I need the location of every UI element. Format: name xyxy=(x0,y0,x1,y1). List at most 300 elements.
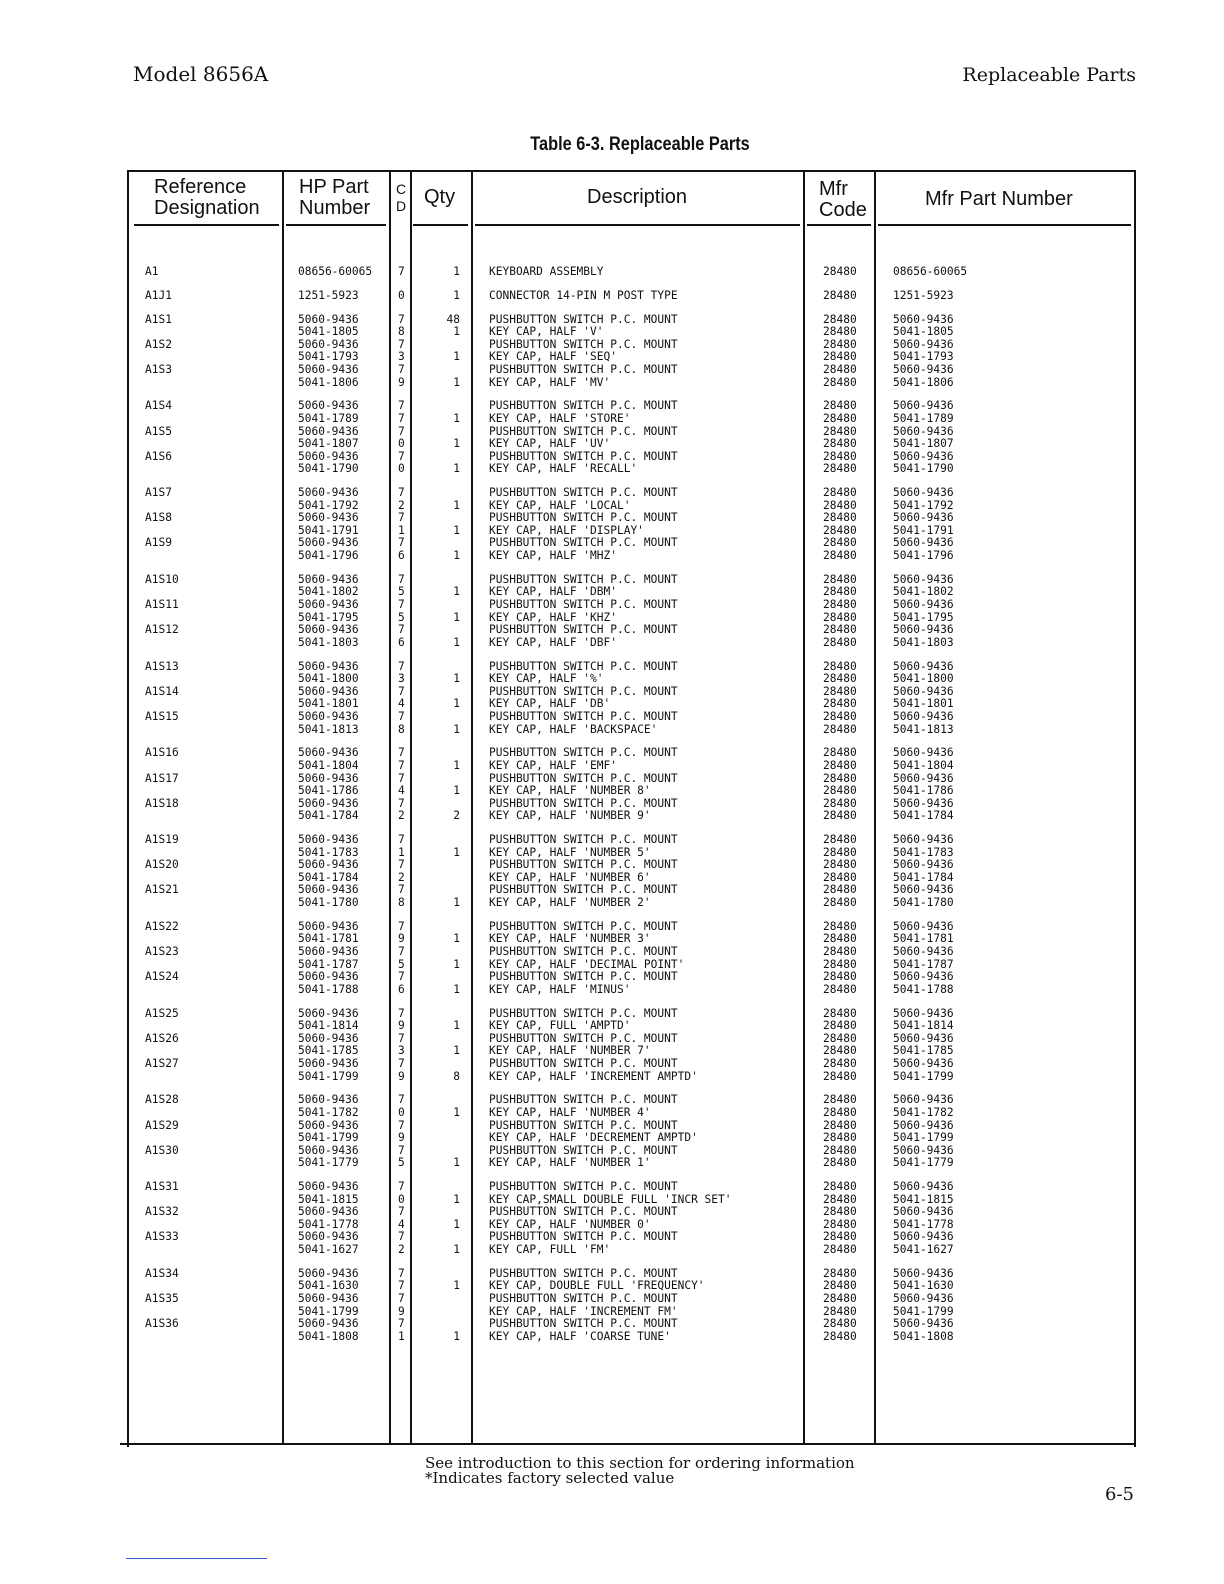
qty: 1 xyxy=(453,982,460,996)
hp-part-number: 5060-9436 xyxy=(298,1266,359,1280)
qty: 1 xyxy=(453,585,460,599)
table-row xyxy=(0,1057,1224,1070)
ref-designation: A1S29 xyxy=(145,1118,179,1132)
mfr-code: 28480 xyxy=(823,896,857,910)
qty: 1 xyxy=(453,523,460,537)
mfr-code: 28480 xyxy=(823,610,857,624)
cd-digit: 7 xyxy=(398,536,405,550)
hp-part-number: 5060-9436 xyxy=(298,1143,359,1157)
mfr-code: 28480 xyxy=(823,945,857,958)
hp-part-number: 5060-9436 xyxy=(298,623,359,637)
hp-part-number: 5060-9436 xyxy=(298,1180,359,1194)
cd-digit: 7 xyxy=(398,598,405,611)
description: PUSHBUTTON SWITCH P.C. MOUNT xyxy=(489,833,678,847)
mfr-code: 28480 xyxy=(823,449,857,463)
table-row xyxy=(0,1106,1224,1119)
ref-designation: A1S5 xyxy=(145,424,172,438)
mfr-part-number: 5041-1795 xyxy=(893,610,954,624)
qty: 1 xyxy=(453,1329,460,1343)
header-rule xyxy=(475,224,800,226)
cd-digit: 7 xyxy=(398,919,405,933)
ref-designation: A1S33 xyxy=(145,1230,179,1244)
hp-part-number: 5041-1793 xyxy=(298,350,359,364)
col-header-mfr-code: Mfr Code xyxy=(819,178,867,221)
table-row xyxy=(0,697,1224,710)
mfr-code: 28480 xyxy=(823,536,857,550)
description: PUSHBUTTON SWITCH P.C. MOUNT xyxy=(489,1143,678,1157)
mfr-code: 28480 xyxy=(823,1180,857,1194)
qty: 1 xyxy=(453,957,460,971)
description: KEY CAP, HALF 'MINUS' xyxy=(489,982,631,996)
table-row xyxy=(0,958,1224,971)
table-row xyxy=(0,350,1224,363)
hp-part-number: 5041-1799 xyxy=(298,1304,359,1318)
hp-part-number: 5060-9436 xyxy=(298,1006,359,1020)
hp-part-number: 5060-9436 xyxy=(298,449,359,463)
description: KEY CAP, HALF 'NUMBER 9' xyxy=(489,809,651,823)
hp-part-number: 5060-9436 xyxy=(298,746,359,760)
table-row xyxy=(0,1267,1224,1280)
table-row xyxy=(0,1317,1224,1330)
description: KEY CAP,SMALL DOUBLE FULL 'INCR SET' xyxy=(489,1192,732,1206)
description: KEY CAP, HALF 'NUMBER 8' xyxy=(489,784,651,798)
table-row xyxy=(0,1007,1224,1020)
mfr-part-number: 5041-1802 xyxy=(893,585,954,599)
mfr-code: 28480 xyxy=(823,1292,857,1305)
cd-digit: 7 xyxy=(398,1031,405,1045)
hp-part-number: 5060-9436 xyxy=(298,511,359,525)
mfr-code: 28480 xyxy=(823,1118,857,1132)
mfr-code: 28480 xyxy=(823,982,857,996)
table-row xyxy=(0,685,1224,698)
mfr-code: 28480 xyxy=(823,970,857,984)
hp-part-number: 5041-1796 xyxy=(298,549,359,563)
mfr-part-number: 5041-1804 xyxy=(893,758,954,772)
ref-designation: A1S1 xyxy=(145,312,172,326)
mfr-code: 28480 xyxy=(823,1006,857,1020)
table-row xyxy=(0,1330,1224,1343)
description: KEY CAP, HALF 'NUMBER 5' xyxy=(489,845,651,859)
table-row xyxy=(0,611,1224,624)
col-header-hp-part: HP Part Number xyxy=(299,176,371,219)
ref-designation: A1S15 xyxy=(145,709,179,723)
ref-designation: A1S31 xyxy=(145,1180,179,1194)
mfr-code: 28480 xyxy=(823,635,857,649)
table-row xyxy=(0,945,1224,958)
mfr-part-number: 5060-9436 xyxy=(893,1205,954,1219)
factory-note: *Indicates factory selected value xyxy=(425,1469,675,1487)
ref-designation: A1S21 xyxy=(145,883,179,897)
table-row xyxy=(0,325,1224,338)
cd-digit: 7 xyxy=(398,424,405,438)
mfr-part-number: 5060-9436 xyxy=(893,833,954,847)
cd-digit: 7 xyxy=(398,970,405,984)
qty: 8 xyxy=(453,1069,460,1083)
ref-designation: A1S10 xyxy=(145,572,179,586)
table-row xyxy=(0,585,1224,598)
mfr-part-number: 5060-9436 xyxy=(893,1093,954,1107)
mfr-part-number: 5041-1790 xyxy=(893,462,954,476)
table-row xyxy=(0,1093,1224,1106)
description: KEY CAP, HALF 'MV' xyxy=(489,375,611,389)
qty: 1 xyxy=(453,350,460,364)
qty: 1 xyxy=(453,437,460,451)
table-row xyxy=(0,573,1224,586)
mfr-code: 28480 xyxy=(823,870,857,884)
row-group xyxy=(0,920,1224,996)
ref-designation: A1S23 xyxy=(145,945,179,958)
mfr-part-number: 5041-1778 xyxy=(893,1217,954,1231)
hp-part-number: 5041-1788 xyxy=(298,982,359,996)
qty: 48 xyxy=(446,312,460,326)
qty: 2 xyxy=(453,809,460,823)
cd-digit: 7 xyxy=(398,511,405,525)
cd-digit: 7 xyxy=(398,572,405,586)
cd-digit: 9 xyxy=(398,1131,405,1145)
mfr-part-number: 5060-9436 xyxy=(893,659,954,673)
mfr-part-number: 5041-1787 xyxy=(893,957,954,971)
mfr-part-number: 5041-1807 xyxy=(893,437,954,451)
cd-digit: 7 xyxy=(398,1230,405,1244)
mfr-code: 28480 xyxy=(823,598,857,611)
cd-digit: 3 xyxy=(398,672,405,686)
mfr-part-number: 5060-9436 xyxy=(893,1031,954,1045)
col-header-mfr-part-number: Mfr Part Number xyxy=(925,188,1073,210)
description: PUSHBUTTON SWITCH P.C. MOUNT xyxy=(489,424,678,438)
cd-digit: 7 xyxy=(398,709,405,723)
mfr-code: 28480 xyxy=(823,1044,857,1058)
description: PUSHBUTTON SWITCH P.C. MOUNT xyxy=(489,337,678,351)
row-group xyxy=(0,833,1224,909)
qty: 1 xyxy=(453,697,460,711)
mfr-code: 28480 xyxy=(823,957,857,971)
mfr-code: 28480 xyxy=(823,1192,857,1206)
mfr-code: 28480 xyxy=(823,1069,857,1083)
description: PUSHBUTTON SWITCH P.C. MOUNT xyxy=(489,1180,678,1194)
hp-part-number: 5041-1781 xyxy=(298,932,359,946)
hp-part-number: 5060-9436 xyxy=(298,486,359,500)
table-bottom-rule xyxy=(120,1443,1136,1445)
hp-part-number: 5041-1790 xyxy=(298,462,359,476)
mfr-code: 28480 xyxy=(823,1205,857,1219)
description: PUSHBUTTON SWITCH P.C. MOUNT xyxy=(489,1056,678,1070)
mfr-part-number: 5060-9436 xyxy=(893,1292,954,1305)
ref-designation: A1S8 xyxy=(145,511,172,525)
cd-digit: 5 xyxy=(398,957,405,971)
table-row xyxy=(0,784,1224,797)
mfr-part-number: 5041-1800 xyxy=(893,672,954,686)
mfr-code: 28480 xyxy=(823,809,857,823)
cd-digit: 7 xyxy=(398,758,405,772)
mfr-code: 28480 xyxy=(823,784,857,798)
hp-part-number: 5041-1780 xyxy=(298,896,359,910)
cd-digit: 7 xyxy=(398,833,405,847)
mfr-part-number: 5041-1791 xyxy=(893,523,954,537)
description: KEY CAP, HALF 'NUMBER 7' xyxy=(489,1044,651,1058)
hp-part-number: 5060-9436 xyxy=(298,659,359,673)
hp-part-number: 5041-1802 xyxy=(298,585,359,599)
mfr-part-number: 5060-9436 xyxy=(893,572,954,586)
cd-digit: 4 xyxy=(398,697,405,711)
table-row xyxy=(0,858,1224,871)
cd-digit: 7 xyxy=(398,659,405,673)
mfr-part-number: 5041-1808 xyxy=(893,1329,954,1343)
hp-part-number: 5041-1803 xyxy=(298,635,359,649)
description: PUSHBUTTON SWITCH P.C. MOUNT xyxy=(489,858,678,872)
description: KEY CAP, HALF 'DBM' xyxy=(489,585,617,599)
description: KEY CAP, HALF 'DB' xyxy=(489,697,611,711)
cd-digit: 7 xyxy=(398,1279,405,1293)
ref-designation: A1 xyxy=(145,265,159,278)
hp-part-number: 5060-9436 xyxy=(298,970,359,984)
hp-part-number: 5060-9436 xyxy=(298,919,359,933)
mfr-code: 28480 xyxy=(823,399,857,413)
ref-designation: A1S22 xyxy=(145,919,179,933)
qty: 1 xyxy=(453,610,460,624)
hp-part-number: 5060-9436 xyxy=(298,399,359,413)
mfr-code: 28480 xyxy=(823,845,857,859)
hp-part-number: 5041-1784 xyxy=(298,809,359,823)
mfr-code: 28480 xyxy=(823,659,857,673)
hp-part-number: 5060-9436 xyxy=(298,424,359,438)
mfr-code: 28480 xyxy=(823,498,857,512)
qty: 1 xyxy=(453,1243,460,1257)
page-number: 6-5 xyxy=(1105,1484,1134,1505)
qty: 1 xyxy=(453,758,460,772)
description: KEY CAP, HALF 'DECIMAL POINT' xyxy=(489,957,685,971)
mfr-part-number: 5041-1805 xyxy=(893,325,954,339)
ref-designation: A1J1 xyxy=(145,288,172,302)
description: KEY CAP, HALF 'NUMBER 1' xyxy=(489,1156,651,1170)
table-row xyxy=(0,536,1224,549)
hp-part-number: 5041-1785 xyxy=(298,1044,359,1058)
ref-designation: A1S4 xyxy=(145,399,172,413)
mfr-part-number: 5060-9436 xyxy=(893,746,954,760)
qty: 1 xyxy=(453,325,460,339)
mfr-part-number: 5060-9436 xyxy=(893,511,954,525)
table-row xyxy=(0,338,1224,351)
mfr-code: 28480 xyxy=(823,511,857,525)
mfr-code: 28480 xyxy=(823,312,857,326)
col-header-cd: C D xyxy=(396,181,407,214)
description: PUSHBUTTON SWITCH P.C. MOUNT xyxy=(489,771,678,785)
description: PUSHBUTTON SWITCH P.C. MOUNT xyxy=(489,1230,678,1244)
mfr-part-number: 5060-9436 xyxy=(893,796,954,810)
qty: 1 xyxy=(453,1279,460,1293)
hp-part-number: 5041-1791 xyxy=(298,523,359,537)
hp-part-number: 5060-9436 xyxy=(298,684,359,698)
mfr-part-number: 5060-9436 xyxy=(893,970,954,984)
hp-part-number: 5060-9436 xyxy=(298,312,359,326)
hp-part-number: 5041-1627 xyxy=(298,1243,359,1257)
ref-designation: A1S6 xyxy=(145,449,172,463)
ref-designation: A1S16 xyxy=(145,746,179,760)
qty: 1 xyxy=(453,784,460,798)
mfr-code: 28480 xyxy=(823,858,857,872)
cd-digit: 7 xyxy=(398,265,405,278)
description: PUSHBUTTON SWITCH P.C. MOUNT xyxy=(489,970,678,984)
table-row xyxy=(0,1070,1224,1083)
ordering-note: See introduction to this section for ordering information xyxy=(425,1454,855,1472)
hp-part-number: 5041-1815 xyxy=(298,1192,359,1206)
hp-part-number: 5060-9436 xyxy=(298,572,359,586)
mfr-part-number: 5041-1799 xyxy=(893,1304,954,1318)
table-row xyxy=(0,511,1224,524)
description: PUSHBUTTON SWITCH P.C. MOUNT xyxy=(489,1093,678,1107)
description: PUSHBUTTON SWITCH P.C. MOUNT xyxy=(489,486,678,500)
description: PUSHBUTTON SWITCH P.C. MOUNT xyxy=(489,511,678,525)
table-row xyxy=(0,1218,1224,1231)
table-row xyxy=(0,1292,1224,1305)
mfr-code: 28480 xyxy=(823,684,857,698)
description: KEY CAP, HALF '%' xyxy=(489,672,604,686)
description: KEY CAP, HALF 'RECALL' xyxy=(489,462,638,476)
cd-digit: 0 xyxy=(398,288,405,302)
table-row xyxy=(0,1279,1224,1292)
description: PUSHBUTTON SWITCH P.C. MOUNT xyxy=(489,399,678,413)
description: CONNECTOR 14-PIN M POST TYPE xyxy=(489,288,678,302)
ref-designation: A1S27 xyxy=(145,1056,179,1070)
table-row xyxy=(0,983,1224,996)
cd-digit: 7 xyxy=(398,746,405,760)
table-row xyxy=(0,265,1224,278)
ref-designation: A1S24 xyxy=(145,970,179,984)
cd-digit: 0 xyxy=(398,1105,405,1119)
row-group xyxy=(0,573,1224,649)
hp-part-number: 5060-9436 xyxy=(298,796,359,810)
mfr-code: 28480 xyxy=(823,486,857,500)
col-header-reference: Reference Designation xyxy=(154,176,260,219)
mfr-code: 28480 xyxy=(823,1217,857,1231)
mfr-part-number: 5060-9436 xyxy=(893,709,954,723)
table-row xyxy=(0,932,1224,945)
description: KEY CAP, DOUBLE FULL 'FREQUENCY' xyxy=(489,1279,705,1293)
cd-digit: 7 xyxy=(398,1317,405,1331)
mfr-part-number: 5041-1792 xyxy=(893,498,954,512)
ref-designation: A1S14 xyxy=(145,684,179,698)
col-header-qty: Qty xyxy=(424,186,456,208)
mfr-part-number: 5060-9436 xyxy=(893,1056,954,1070)
mfr-code: 28480 xyxy=(823,325,857,339)
ref-designation: A1S9 xyxy=(145,536,172,550)
hp-part-number: 5041-1804 xyxy=(298,758,359,772)
mfr-part-number: 5060-9436 xyxy=(893,623,954,637)
mfr-part-number: 5041-1630 xyxy=(893,1279,954,1293)
mfr-code: 28480 xyxy=(823,337,857,351)
description: PUSHBUTTON SWITCH P.C. MOUNT xyxy=(489,945,678,958)
hp-part-number: 5041-1795 xyxy=(298,610,359,624)
table-row xyxy=(0,1230,1224,1243)
description: PUSHBUTTON SWITCH P.C. MOUNT xyxy=(489,449,678,463)
mfr-part-number: 5060-9436 xyxy=(893,684,954,698)
mfr-part-number: 5060-9436 xyxy=(893,945,954,958)
cd-digit: 7 xyxy=(398,1292,405,1305)
description: PUSHBUTTON SWITCH P.C. MOUNT xyxy=(489,312,678,326)
mfr-part-number: 5060-9436 xyxy=(893,771,954,785)
description: KEY CAP, HALF 'INCREMENT AMPTD' xyxy=(489,1069,698,1083)
ref-designation: A1S35 xyxy=(145,1292,179,1305)
cd-digit: 1 xyxy=(398,1329,405,1343)
header-rule xyxy=(878,224,1131,226)
mfr-part-number: 5041-1779 xyxy=(893,1156,954,1170)
cd-digit: 6 xyxy=(398,635,405,649)
cd-digit: 8 xyxy=(398,325,405,339)
hp-part-number: 5041-1813 xyxy=(298,722,359,736)
hp-part-number: 5041-1789 xyxy=(298,411,359,425)
hp-part-number: 5041-1806 xyxy=(298,375,359,389)
ref-designation: A1S17 xyxy=(145,771,179,785)
table-row xyxy=(0,809,1224,822)
cd-digit: 7 xyxy=(398,1006,405,1020)
qty: 1 xyxy=(453,1217,460,1231)
cd-digit: 7 xyxy=(398,684,405,698)
mfr-part-number: 5060-9436 xyxy=(893,919,954,933)
mfr-code: 28480 xyxy=(823,932,857,946)
description: PUSHBUTTON SWITCH P.C. MOUNT xyxy=(489,684,678,698)
hp-part-number: 5060-9436 xyxy=(298,362,359,376)
mfr-part-number: 5060-9436 xyxy=(893,1317,954,1331)
hp-part-number: 5060-9436 xyxy=(298,1317,359,1331)
hp-part-number: 5041-1808 xyxy=(298,1329,359,1343)
ref-designation: A1S30 xyxy=(145,1143,179,1157)
mfr-code: 28480 xyxy=(823,1317,857,1331)
cd-digit: 0 xyxy=(398,437,405,451)
ref-designation: A1S13 xyxy=(145,659,179,673)
table-row xyxy=(0,1131,1224,1144)
table-row xyxy=(0,462,1224,475)
mfr-part-number: 5041-1796 xyxy=(893,549,954,563)
description: PUSHBUTTON SWITCH P.C. MOUNT xyxy=(489,623,678,637)
table-row xyxy=(0,524,1224,537)
cd-digit: 7 xyxy=(398,411,405,425)
hp-part-number: 5060-9436 xyxy=(298,1205,359,1219)
cd-digit: 9 xyxy=(398,375,405,389)
description: KEY CAP, HALF 'KHZ' xyxy=(489,610,617,624)
mfr-code: 28480 xyxy=(823,1105,857,1119)
table-row xyxy=(0,376,1224,389)
qty: 1 xyxy=(453,288,460,302)
qty: 1 xyxy=(453,635,460,649)
header-rule xyxy=(134,224,279,226)
row-group xyxy=(0,1180,1224,1256)
table-row xyxy=(0,1032,1224,1045)
description: PUSHBUTTON SWITCH P.C. MOUNT xyxy=(489,709,678,723)
ref-designation: A1S11 xyxy=(145,598,179,611)
hp-part-number: 5041-1799 xyxy=(298,1069,359,1083)
row-group xyxy=(0,746,1224,822)
mfr-part-number: 5060-9436 xyxy=(893,598,954,611)
hp-part-number: 5041-1805 xyxy=(298,325,359,339)
hp-part-number: 5041-1807 xyxy=(298,437,359,451)
description: KEY CAP, HALF 'DISPLAY' xyxy=(489,523,644,537)
row-group xyxy=(0,265,1224,278)
mfr-part-number: 5060-9436 xyxy=(893,312,954,326)
cd-digit: 7 xyxy=(398,1118,405,1132)
description: KEY CAP, FULL 'AMPTD' xyxy=(489,1019,631,1033)
cd-digit: 2 xyxy=(398,1243,405,1257)
qty: 1 xyxy=(453,549,460,563)
hp-part-number: 5041-1783 xyxy=(298,845,359,859)
table-row xyxy=(0,772,1224,785)
cd-digit: 0 xyxy=(398,1192,405,1206)
mfr-code: 28480 xyxy=(823,411,857,425)
table-row xyxy=(0,399,1224,412)
mfr-part-number: 5060-9436 xyxy=(893,1118,954,1132)
qty: 1 xyxy=(453,1044,460,1058)
hp-part-number: 5060-9436 xyxy=(298,337,359,351)
table-row xyxy=(0,1243,1224,1256)
table-row xyxy=(0,833,1224,846)
